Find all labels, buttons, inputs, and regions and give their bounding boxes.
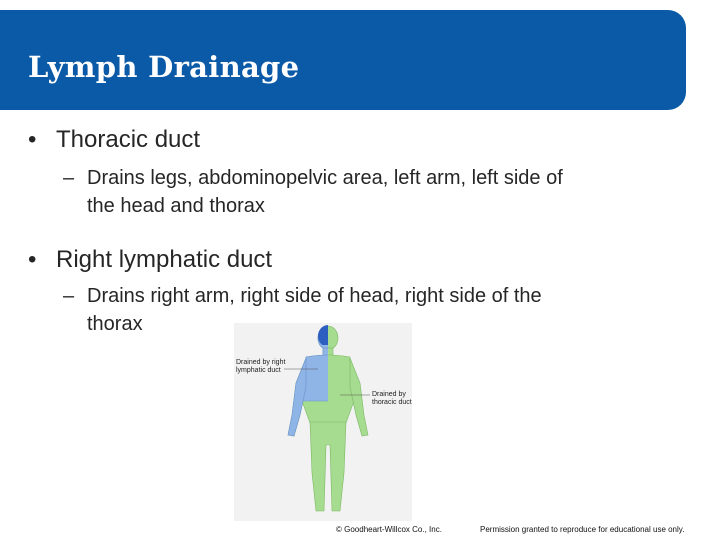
sub-bullet-symbol: –	[63, 285, 75, 307]
bullet-symbol: •	[28, 246, 37, 273]
label-right-lymphatic: Drained by right lymphatic duct	[236, 359, 286, 374]
sub-bullet-line: the head and thorax	[87, 195, 265, 217]
permission-text: Permission granted to reproduce for educational use only.	[480, 525, 685, 534]
copyright-text: © Goodheart-Willcox Co., Inc.	[336, 525, 442, 534]
bullet-thoracic-duct	[28, 126, 201, 154]
sub-bullet-thoracic	[63, 164, 687, 220]
sub-bullet-line: Drains right arm, right side of head, right side of the	[87, 285, 542, 307]
sub-bullet-symbol: –	[63, 167, 75, 189]
body-illustration	[234, 323, 412, 521]
bullet-text: Thoracic duct	[56, 126, 201, 153]
bullet-right-lymphatic-duct	[28, 246, 273, 274]
slide-title: Lymph Drainage	[28, 50, 300, 84]
label-thoracic: Drained by thoracic duct	[372, 391, 412, 406]
sub-bullet-line: thorax	[87, 313, 143, 335]
human-body-silhouette	[288, 325, 368, 511]
bullet-symbol: •	[28, 126, 37, 153]
title-bar	[0, 10, 686, 110]
bullet-text: Right lymphatic duct	[56, 246, 273, 273]
sub-bullet-line: Drains legs, abdominopelvic area, left arm, left side of	[87, 167, 563, 189]
lymph-drainage-figure	[234, 323, 412, 521]
